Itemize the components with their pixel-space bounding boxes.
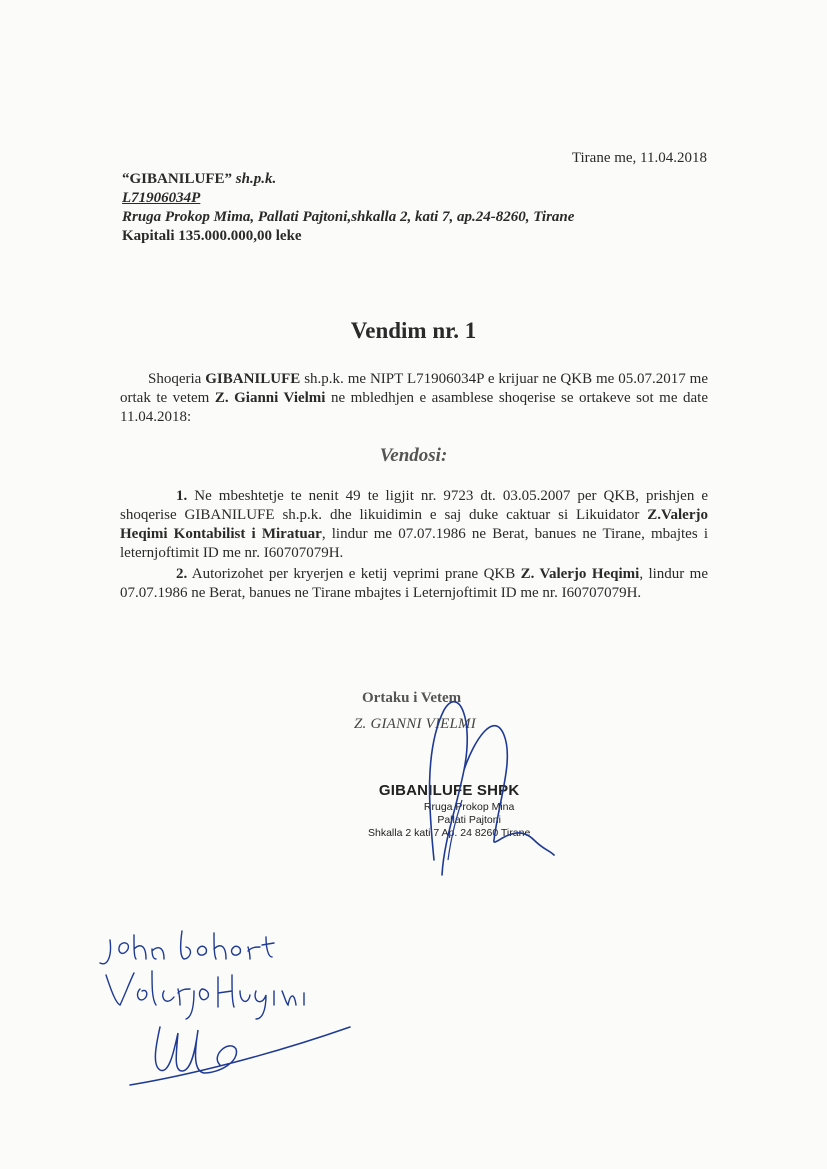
intro-text-a: Shoqeria	[148, 371, 206, 387]
company-form: sh.p.k.	[235, 171, 277, 187]
decided-heading: Vendosi:	[379, 445, 448, 466]
item-2-authorized-bold: Z. Valerjo Heqimi	[520, 566, 640, 582]
stamp-line-3: Pallati Pajtoni	[437, 814, 501, 826]
company-nipt: L71906034P	[122, 190, 201, 206]
item-2-number: 2.	[176, 566, 188, 582]
signatory-name: Z. GIANNI VIELMI	[354, 716, 476, 732]
item-1-liquidator-bold: Z.Valerjo Heqimi Kontabilist i Miratuar	[120, 507, 708, 542]
company-address: Rruga Prokop Mima, Pallati Pajtoni,shkalla 2, kati 7, ap.24-8260, Tirane	[122, 209, 575, 225]
company-name: “GIBANILUFE”	[122, 171, 233, 187]
handwritten-signature-liquidator	[90, 915, 370, 1095]
item-1-text-a: Ne mbeshtetje te nenit 49 te ligjit nr. 9723 dt. 03.05.2007 per QKB, prishjen e shoqerise GIBANILUFE sh.p.k. dhe likuidimin e saj duke caktuar si Likuidator	[120, 488, 708, 523]
stamp-line-1: GIBANILUFE SHPK	[378, 782, 520, 799]
intro-text-c: sh.p.k. me NIPT L71906034P e krijuar ne QKB me 05.07.2017 me ortak te vetem	[120, 371, 708, 406]
intro-text-e: ne mbledhjen e asamblese shoqerise se ortakeve sot me date 11.04.2018:	[120, 390, 709, 425]
stamp-line-4: Shkalla 2 kati 7 Ap. 24 8260 Tirane	[368, 827, 531, 839]
decision-item-1	[120, 487, 708, 563]
company-name-line	[122, 170, 574, 189]
intro-paragraph	[120, 370, 708, 427]
item-2-text-c: , lindur me 07.07.1986 ne Berat, banues ne Tirane mbajtes i Leternjoftimit ID me nr. I60707079H.	[120, 566, 708, 601]
signatory-role: Ortaku i Vetem	[362, 690, 462, 706]
company-header	[122, 170, 574, 246]
partner-signature	[404, 690, 564, 880]
company-capital: Kapitali 135.000.000,00 leke	[122, 228, 302, 244]
item-1-number: 1.	[176, 488, 188, 504]
intro-company-bold: GIBANILUFE	[205, 371, 301, 387]
decision-title: Vendim nr. 1	[350, 318, 477, 343]
decision-item-2	[120, 565, 708, 603]
stamp-line-2: Rruga Prokop Mina	[423, 801, 515, 813]
document-date: Tirane me, 11.04.2018	[571, 150, 707, 166]
intro-partner-bold: Z. Gianni Vielmi	[214, 390, 326, 406]
item-2-text-a: Autorizohet per kryerjen e ketij veprimi prane QKB	[187, 566, 521, 582]
item-1-text-c: , lindur me 07.07.1986 ne Berat, banues ne Tirane, mbajtes i leternjoftimit ID me nr. I60707079H.	[120, 526, 708, 561]
